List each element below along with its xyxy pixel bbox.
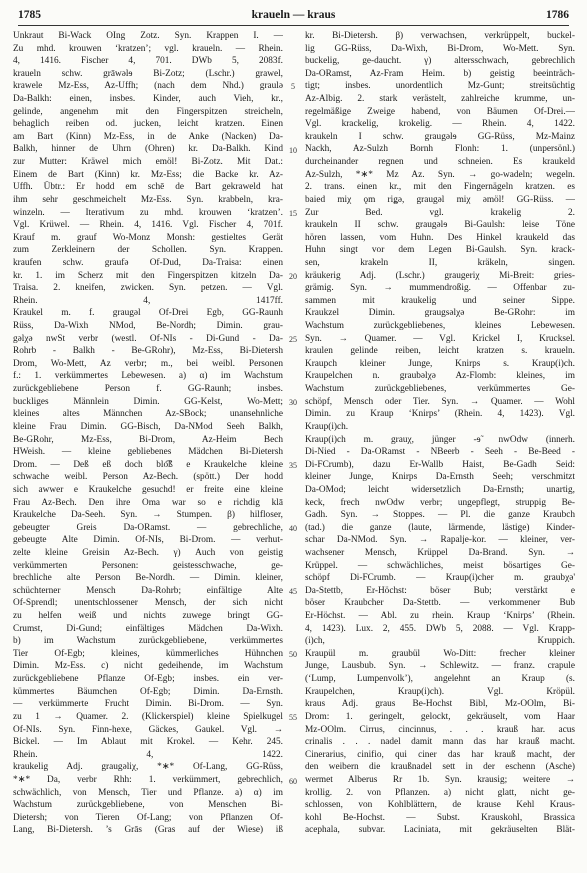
text-line: Nackh, Az-Sulzh Bornh Flonh: 1. (unpersönl.)	[305, 144, 575, 155]
text-line: Of-NIs. Syn. Finn-hexe, Gäckes, Gaukel. Vgl. →	[13, 724, 283, 735]
text-line: zelte kleine Greisin Az-Bech. γ) Auch von geistig	[13, 547, 283, 558]
text-line: Zu mhd. krouwen ‘kratzen’; vgl. krauеln. — Rhein.	[13, 43, 283, 54]
text-line: Di-FCrumb), dazu Er-Wallb Haist, Be-Gadh Seid:	[305, 459, 575, 470]
text-line: kümmertes Bäumchen Of-Egb; Dimin. Da-Ernsth.	[13, 686, 283, 697]
text-line: Da-Balkh: einen, insbes. Kinder, auch Vieh, kr.,	[13, 94, 283, 105]
text-line: kraukelig Adj. graugəliχ, *∗* Of-Lang, GG-Rüss,	[13, 762, 283, 773]
text-line: Drom, Wo-Mett, Az verbr; m., bei weibl. Personen	[13, 358, 283, 369]
text-line: Az-Sulzh, *∗* Mz Az. Syn. → go-wadeln; wegeln.	[305, 169, 575, 180]
text-line: Da-ORamst, Az-Fram Heim. b) geistig beeinträch-	[305, 68, 575, 79]
text-line: (tad.) die ganze (laute, lärmende, lästige) Kinder-	[305, 522, 575, 533]
text-line: regelmäßige Zweige habend, von Bäumen Of-Drei.—	[305, 106, 575, 117]
text-line: sammen mit kraukelig und seiner Sippe.	[305, 295, 575, 306]
text-line: Drom: 1. geringelt, gelockt, gekräuselt, vom Haar	[305, 711, 575, 722]
text-line: Be-GRohr, Mz-Ess, Bi-Drom, Az-Heim Bech	[13, 434, 283, 445]
text-line: kohl Be-Hochst. — Subst. Krauskohl, Brassica	[305, 812, 575, 823]
text-line: Rohrb - Balkh - Be-GRohr), Mz-Ess, Bi-Dietersh	[13, 346, 283, 357]
text-line: winzeln. — Iterativum zu mhd. krouwen ‘kratzen’.	[13, 207, 283, 218]
text-line: Kraup(i)ch.	[305, 421, 349, 432]
text-line: b) im Wachstum zurückgebliebene, verkümmertes	[13, 636, 283, 647]
line-number: 35	[289, 461, 297, 471]
text-line: Wachstum zurückgebliebenes, kleines Lebewesen.	[305, 321, 575, 332]
text-line: Wachstum zurückgebliebenes, verkümmertes Ge-	[305, 384, 575, 395]
text-line: schar Da-NMod. Syn. → Rapalje-kor. — kleiner, ver-	[305, 535, 575, 546]
text-line: kr. 1. im Scherz mit den Fingerspitzen kitzeln Da-	[13, 270, 283, 281]
text-line: Zur Bed. vgl. krakelig 2.	[305, 207, 575, 218]
header-rule	[18, 25, 569, 26]
text-line: Vgl. krackelig, krokelig. — Rhein. 4, 1422.	[305, 119, 575, 130]
text-line: böser Kraubcher Da-Stettb. — verkommener Bub	[305, 598, 575, 609]
line-number: 20	[289, 271, 297, 281]
text-line: Krauf m. grauf Wo-Monz Monsh: gestieltes Gerät	[13, 232, 283, 243]
text-line: kleiner Junge, Knirps Da-Ernsth Seeh; verschmitzt	[305, 472, 575, 483]
text-line: kleines altes Männchen Az-SBock; unansehnliche	[13, 409, 283, 420]
text-line: Dimin. Mz-Ess. c) nicht gedeihende, im Wachstum	[13, 661, 283, 672]
left-column	[13, 30, 283, 837]
text-line: Vgl. Krüwel. — Rhein. 4, 1416. Vgl. Fischer 4, 701f.	[13, 220, 283, 231]
line-number: 45	[289, 587, 297, 597]
text-line: Kraup(i)ch m. grauχ, jünger -ɘ̃ nwOdw (innerh.	[305, 434, 575, 445]
text-line: Balkh, hinner de Uhrn (Ohren) kr. Da-Balkh. Kind	[13, 144, 283, 155]
text-line: 4, 1423). Lux. 2, 455. DWb 5, 2088. — Vgl. Krapp-	[305, 623, 575, 634]
text-line: den weibern die kraußnadel sett in der eschenn (Asche)	[305, 762, 575, 773]
text-line: Drom. — Deß eß doch blo͡ß e Kraukelche kleine	[13, 459, 283, 470]
text-line: Huhn singt vor dem Legen Bi-Gaulsh. Syn. krack-	[305, 245, 575, 256]
text-line: wachsener Mensch, Krüppel Da-Brand. Syn. →	[305, 547, 575, 558]
text-line: Di-Nied - Da-ORamst - NBeerb - Seeh - Be-Beed -	[305, 447, 575, 458]
text-line: Rüss, Da-Wixh NMod, Be-Nordh; Dimin. grau-	[13, 321, 283, 332]
text-line: kr. Bi-Dietersh. β) verwachsen, verkrüppelt, buckel-	[305, 31, 575, 41]
text-line: brechliche alte Person Be-Nordh. — Dimin. kleiner,	[13, 573, 283, 584]
text-line: gelinde, angenehm mit den Fingerspitzen streicheln,	[13, 106, 283, 117]
line-number: 10	[289, 145, 297, 155]
text-line: krauеln schw. grāwəlɘ Bi-Zotz; (Lschr.) grawel,	[13, 68, 283, 79]
text-line: ihm sehr geschmeichelt Mz-Ess. Syn. krabbeln, kra-	[13, 194, 283, 205]
text-line: schöpf Di-FCrumb. — Kraup(i)cher m. graubχə'	[305, 573, 575, 584]
text-line: zu helfen weiß und nichts zuwege bringt GG-	[13, 611, 283, 622]
text-line: gebeugter Greis Da-ORamst. — gebrechliche,	[13, 522, 283, 533]
text-line: Crumst, Di-Gund; einfältiges Mädchen Da-Wixh.	[13, 623, 283, 634]
text-line: crinalis . . . nadel damit mann das har krauß macht.	[305, 737, 575, 748]
text-line: zurückgebliebene Pflanze Of-Egb; insbes. ein ver-	[13, 674, 283, 685]
text-line: HWeish. — kleine gebliebenes Mädchen Bi-Dietersh	[13, 447, 283, 458]
text-line: hören lassen, vom Huhn. Des Hinkel kraukeld das	[305, 232, 575, 243]
text-line: gebeugte Alte Dimin. Of-NIs, Bi-Drom. — verhut-	[13, 535, 283, 546]
text-line: acephala, subvar. Laciniata, mit gekräuselten Blät-	[305, 825, 575, 836]
text-line: keck, frech nwOdw verbr; ungepflegt, struppig Be-	[305, 497, 575, 508]
text-line: durcheinander regnen und schneien. Es kraukeld	[305, 157, 575, 168]
text-line: grämig. Syn. → mummendroßig. — Offenbar zu-	[305, 283, 575, 294]
text-line: Uffh. Übtr.: Er hodd em schē de Bart gekraweld hat	[13, 182, 283, 193]
text-line: behaglich reiben od. jucken, leicht kratzen. Einen	[13, 119, 283, 130]
text-line: kleine Frau Dimin. GG-Bisch, Da-NMod Seeh Balkh,	[13, 421, 283, 432]
text-line: Da-OMod; leicht widersetzlich Da-Ernsth; unartig,	[305, 484, 575, 495]
line-number: 55	[289, 713, 297, 723]
text-line: Junge, Lausbub. Syn. → Schlewitz. — franz. crapule	[305, 661, 575, 672]
text-line: Kraupelchen, Kraup(i)ch). Vgl. Kröpül.	[305, 686, 575, 697]
text-line: Mz-OOlm. Cirrus, cincinnus, . . . krauß har. acus	[305, 724, 575, 735]
text-line: Einem de Bart (Kinn) kr. Mz-Ess; die Backe kr. Az-	[13, 169, 283, 180]
text-line: schüchterner Mensch Da-Rohrb; einfältige Alte	[13, 585, 283, 596]
text-line: Rhein. 4, 1417ff.	[13, 295, 283, 306]
text-line: Kraukzel Dimin. graugsəlχə Be-GRohr: im	[305, 308, 575, 319]
text-line: kräukerig Adj. (Lschr.) graugeriχ Mi-Breit: gries-	[305, 270, 575, 281]
right-page-number: 1786	[546, 9, 569, 21]
text-line: Kraupch kleiner Junge, Knirps s. Kraup(i)ch.	[305, 358, 575, 369]
text-line: sich awwer e Kraukelche gesuchd! er freite eine kleine	[13, 484, 283, 495]
text-line: Cinerarius, cinifio, qui ciner das har krauß macht, der	[305, 749, 575, 760]
text-line: krawele Mz-Ess, Az-Uffh; (nach dem Nhd.) graulə	[13, 81, 283, 92]
text-line: Gadh. Syn. → Stoppes. — Pl. die ganze Kraubch	[305, 510, 575, 521]
text-line: zurückgebliebene Person f. GG-Raunh; insbes.	[13, 384, 283, 395]
text-line: kraukeln I schw. graugəlɘ GG-Rüss, Mz-Mainz	[305, 131, 575, 142]
text-line: Da-Stettb, Er-Höchst: böser Bub; verstärkt e	[305, 585, 575, 596]
text-line: Rhein. 4, 1422.	[13, 749, 283, 760]
text-line: schlossen, von Kohlblättern, de krause Kehl Kraus-	[305, 800, 575, 811]
line-number: 50	[289, 650, 297, 660]
text-line: Kraukelche Da-Seeh. Syn. → Stumpen. β) hilfloser,	[13, 510, 283, 521]
text-line: zum Zerkleinern der Schollen. Syn. Krappen.	[13, 245, 283, 256]
text-line: kraufen schw. graufə Of-Dud, Da-Traisa: einen	[13, 257, 283, 268]
text-line: verkümmerten Personen: geistesschwache, ge-	[13, 560, 283, 571]
text-line: Unkraut Bi-Wack OIng Zotz. Syn. Krappen I. —	[13, 31, 283, 41]
text-line: tigt; insbes. unordentlich Mz-Gunt; streitsüchtig	[305, 81, 575, 92]
text-line: kraukeln II schw. graugəlɘ Bi-Gaulsh: leise Töne	[305, 220, 575, 231]
text-line: Kraupül m. graubül Wo-Ditt: frecher kleiner	[305, 648, 575, 659]
text-line: kraulen gelinde reiben, leicht kratzen s. krauеln.	[305, 346, 575, 357]
text-line: 4, 1416. Fischer 4, 701. DWb 5, 2083f.	[13, 56, 283, 67]
line-number: 15	[289, 208, 297, 218]
text-line: baied miχ ǫm riǥə, graugəl miχ əmöl! GG-Rüss. —	[305, 194, 575, 205]
text-line: (i)ch, Kruppich.	[305, 636, 575, 647]
line-number: 25	[289, 334, 297, 344]
text-line: Dietersh; von Tieren Of-Lang; von Pflanzen Of-	[13, 812, 283, 823]
text-line: Dimin. zu Kraup ‘Knirps’ (Rhein. 4, 1423). Vgl.	[305, 409, 575, 420]
text-line: — verkümmerte Frucht Dimin. Bi-Drom. — Syn.	[13, 699, 283, 710]
text-line: schöpf, Mensch oder Tier. Syn. → Quamer. — Wohl	[305, 396, 575, 407]
running-head: krauеln — kraus	[251, 9, 336, 21]
text-line: Wachstum zurückgebliebene, von Menschen Bi-	[13, 800, 283, 811]
text-line: gəlχə nwSt verbr (westl. Of-NIs - Di-Gund - Da-	[13, 333, 283, 344]
text-line: schwache weibl. Person Az-Bech. (spött.) Der hodd	[13, 472, 283, 483]
text-line: Of-Sprendl; unentschlossener Mensch, der sich nicht	[13, 598, 283, 609]
text-line: kraus Adj. graus Be-Hochst Bibl, Mz-OOlm, Bi-	[305, 699, 575, 710]
text-line: krollig. 2. von Pflanzen. a) nicht glatt, nicht ge-	[305, 787, 575, 798]
text-line: Krüppel. — schwächliches, meist bösartiges Ge-	[305, 560, 575, 571]
text-line: Lang, Bi-Dietersh. ’s Grās (Gras auf der Wiese) iß	[13, 825, 283, 836]
text-line: *∗* Da, verbr Rhh: 1. verkümmert, gebrechlich,	[13, 774, 283, 785]
text-line: Tier Of-Egb; kleines, kümmerliches Hühnchen	[13, 648, 283, 659]
line-number: 5	[291, 82, 295, 92]
text-line: schwächlich, von Mensch, Tier und Pflanze. a) α) im	[13, 787, 283, 798]
text-line: Kraupelchen n. graubəlχə Az-Flomb: kleines, im	[305, 371, 575, 382]
text-line: Frau Az-Bech. Den ihre Oma war so e richdig klā	[13, 497, 283, 508]
text-line: buckelig, ge-daucht. γ) altersschwach, gebrechlich	[305, 56, 575, 67]
left-page-number: 1785	[18, 9, 41, 21]
text-line: Az-Albig. 2. stark verästelt, zahlreiche krumme, un-	[305, 94, 575, 105]
text-line: lig GG-Rüss, Da-Wixh, Bi-Drom, Wo-Mett. Syn.	[305, 43, 575, 54]
text-line: sen, krakeln II, kräkeln, singen.	[305, 257, 575, 268]
text-line: Kraukel m. f. graugəl Of-Drei Egb, GG-Raunh	[13, 308, 283, 319]
line-number: 40	[289, 524, 297, 534]
line-number: 60	[289, 776, 297, 786]
text-line: zu 1 → Quamer. 2. (Klickerspiel) kleine Spielkugel	[13, 711, 283, 722]
text-line: Bickel. — Im Ablaut mit Krokel. — Kehr. 245.	[13, 737, 283, 748]
line-number: 30	[289, 397, 297, 407]
text-line: Syn. → Quamer. — Vgl. Krickel I, Krucksel.	[305, 333, 575, 344]
text-line: Er-Höchst. — Abl. zu rhein. Kraup ‘Knirps’ (Rhein.	[305, 611, 575, 622]
right-column	[305, 30, 575, 837]
text-line: f.: 1. verkümmertes Lebewesen. a) α) im Wachstum	[13, 371, 283, 382]
text-line: buckliges Männlein Dimin. GG-Kelst, Wo-Mett;	[13, 396, 283, 407]
text-line: (‘Lump, Lumpenvolk’), angelehnt an Kraup (s.	[305, 674, 575, 685]
text-line: wermet Alberus Rr 1b. Syn. krausig; weitere →	[305, 774, 575, 785]
text-line: zur Mutter: Kräwel mich emöl! Bi-Zotz. Mit Dat.:	[13, 157, 283, 168]
text-line: am Bart (Kinn) Mz-Ess, in de Anke (Nacken) Da-	[13, 131, 283, 142]
text-line: 2. trans. einen kr., mit den Fingernägeln kratzen. es	[305, 182, 575, 193]
text-line: Traisa. 2. kneifen, zwicken. Syn. petzen. — Vgl.	[13, 283, 283, 294]
